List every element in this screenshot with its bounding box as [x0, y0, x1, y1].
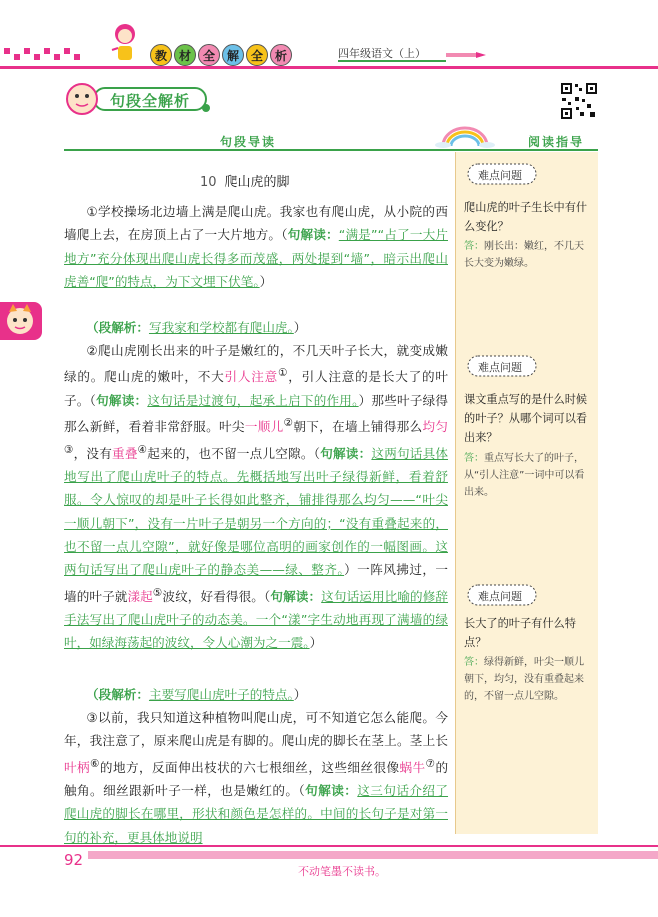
- paragraph-2: [64, 339, 448, 655]
- sidebar-answer-3: [464, 654, 592, 705]
- series-title-char: 全: [198, 44, 220, 66]
- vocab-word: 一顺儿: [244, 419, 284, 435]
- sentence-analysis-note: 这两句话具体地写出了爬山虎叶子的特点。先概括地写出叶子绿得新鲜，看着舒服。令人惊叹的却是叶子长得如此整齐，铺排得那么均匀——“叶尖一顺儿朝下”，没有一片叶子是朝另一个方向的；“没有重叠起来的，也不留一点儿空隙”，就好像是哪位高明的画家创作的一幅图画。这两句话写出了爬山虎叶子的静态美——绿、整齐。: [64, 445, 449, 578]
- series-title-char: 全: [246, 44, 268, 66]
- footnote-mark: ②: [283, 417, 294, 430]
- rainbow-icon: [435, 126, 495, 148]
- paragraph-text: 的地方，反面伸出枝状的六七根细丝，这些细丝很像: [99, 759, 400, 775]
- footer-rule: [0, 845, 658, 847]
- vocab-word: 漾起: [127, 588, 153, 604]
- lesson-number: 10: [200, 175, 217, 190]
- answer-text: 重点写长大了的叶子，从“引人注意”一词中可以看出来。: [464, 453, 585, 498]
- grade-underline: [338, 60, 446, 62]
- sentence-analysis-note: 这三句话介绍了爬山虎的脚长在哪里，形状和颜色是怎样的。中间的长句子是对第一句的补充，更具体地说明: [64, 783, 449, 845]
- header-rule: [0, 66, 658, 69]
- footnote-mark: ③: [64, 443, 74, 456]
- tab-reading-guidance: 阅读指导: [528, 135, 585, 149]
- footnote-mark: ①: [278, 367, 289, 380]
- section-analysis-2: [64, 683, 448, 706]
- series-title-char: 析: [270, 44, 292, 66]
- sidebar-question-1: 爬山虎的叶子生长中有什么变化？: [464, 201, 588, 233]
- header-decoration: [0, 44, 100, 62]
- footnote-mark: ④: [137, 443, 148, 456]
- footer-band: [88, 851, 658, 859]
- paragraph-text: 波纹，好看得很。（: [162, 588, 271, 604]
- difficulty-tag-label-2: 难点问题: [478, 361, 522, 374]
- paragraph-text: ）: [309, 635, 323, 651]
- grade-label: 四年级语文（上）: [338, 47, 426, 60]
- answer-text: 绿得新鲜，叶尖一顺儿朝下，均匀，没有重叠起来的，不留一点儿空隙。: [464, 657, 584, 702]
- sentence-analysis-label: 句解读：: [320, 445, 372, 461]
- answer-label: 答：: [464, 657, 484, 668]
- paragraph-text: ）: [293, 320, 307, 335]
- series-title: [150, 44, 292, 66]
- fox-face-icon: [0, 302, 42, 340]
- section-analysis-label: （段解析：: [86, 320, 149, 335]
- sentence-analysis-label: 句解读：: [287, 227, 339, 243]
- column-divider: [455, 152, 456, 834]
- tab-reading-guide: 句段导读: [220, 135, 277, 149]
- footer-motto: 不动笔墨不读书。: [298, 865, 386, 878]
- section-title: 句段全解析: [110, 92, 191, 110]
- sentence-analysis-note: “满是”“占了一大片地方”充分体现出爬山虎长得多而茂盛，两处提到“墙”，暗示出爬山虎善“爬”的特点，为下文埋下伏笔。: [64, 227, 448, 289]
- vocab-word: 均匀: [422, 419, 449, 435]
- section-analysis-note: 写我家和学校都有爬山虎。: [148, 320, 294, 335]
- sidebar-question-3: 长大了的叶子有什么特点？: [464, 617, 576, 649]
- paragraph-text: ，引人注意的是长大了的叶子。（: [64, 369, 449, 408]
- qr-code-icon[interactable]: [560, 82, 598, 120]
- paragraph-text: ，没有: [73, 445, 113, 461]
- pencil-icon: [446, 50, 486, 60]
- sentence-analysis-label: 句解读：: [270, 588, 322, 604]
- sentence-analysis-label: 句解读：: [96, 392, 148, 408]
- vocab-word: 重叠: [112, 445, 138, 461]
- footnote-mark: ⑦: [425, 757, 436, 770]
- tabs-rule: [64, 149, 598, 151]
- sidebar-answer-2: [464, 450, 592, 501]
- difficulty-tag-label-3: 难点问题: [478, 590, 522, 603]
- sidebar-question-2: 课文重点写的是什么时候的叶子？从哪个词可以看出来？: [464, 393, 588, 444]
- page-number: 92: [64, 851, 84, 869]
- footnote-mark: ⑥: [90, 757, 100, 770]
- vocab-word: 引人注意: [224, 369, 279, 385]
- vocab-word: 叶柄: [64, 759, 91, 775]
- paragraph-3: [64, 706, 448, 849]
- answer-label: 答：: [464, 241, 484, 252]
- lesson-title: [200, 171, 290, 190]
- paragraph-text: ②爬山虎刚长出来的叶子是嫩红的，不几天叶子长大，就变成嫩绿的。爬山虎的嫩叶，不大: [64, 343, 448, 385]
- series-title-char: 材: [174, 44, 196, 66]
- paragraph-text: 的触角。细丝跟新叶子一样，也是嫩红的。（: [64, 759, 449, 799]
- paragraph-text: ）: [259, 273, 273, 289]
- difficulty-tag-label-1: 难点问题: [478, 169, 522, 182]
- paragraph-text: ③以前，我只知道这种植物叫爬山虎，可不知道它怎么能爬。今年，我注意了，原来爬山虎是有脚的。爬山虎的脚长在茎上。茎上长: [64, 710, 448, 749]
- paragraph-text: ）一阵风拂过，一墙的叶子就: [64, 562, 449, 604]
- sentence-analysis-note: 这句话是过渡句，起承上启下的作用。: [147, 392, 359, 408]
- sidebar-answer-1: [464, 238, 592, 272]
- sentence-analysis-note: 这句话运用比喻的修辞手法写出了爬山虎叶子的动态美。一个“漾”字生动地再现了满墙的绿叶，如绿海荡起的波纹，令人心潮为之一震。: [64, 588, 449, 651]
- section-analysis-note: 主要写爬山虎叶子的特点。: [148, 687, 294, 702]
- series-title-char: 解: [222, 44, 244, 66]
- lesson-name: 爬山虎的脚: [224, 175, 290, 190]
- paragraph-text: ）: [293, 687, 307, 702]
- series-title-char: 教: [150, 44, 172, 66]
- sentence-analysis-label: 句解读：: [305, 783, 358, 799]
- vocab-word: 蜗牛: [399, 759, 426, 775]
- answer-label: 答：: [464, 453, 484, 464]
- paragraph-text: 起来的，也不留一点儿空隙。（: [147, 445, 321, 461]
- section-analysis-1: [64, 316, 448, 339]
- section-analysis-label: （段解析：: [86, 687, 149, 702]
- side-tab: [0, 302, 42, 340]
- footnote-mark: ⑤: [152, 586, 163, 599]
- paragraph-text: 朝下，在墙上铺得那么: [293, 419, 423, 435]
- paragraph-text: ①学校操场北边墙上满是爬山虎。我家也有爬山虎，从小院的西墙爬上去，在房顶上占了一大片地方。（: [64, 204, 448, 243]
- mascot-icon: [108, 20, 142, 66]
- answer-text: 刚长出：嫩红，不几天长大变为嫩绿。: [464, 241, 584, 269]
- paragraph-1: [64, 200, 448, 293]
- paragraph-text: ）那些叶子绿得那么新鲜，看着非常舒服。叶尖: [64, 392, 449, 435]
